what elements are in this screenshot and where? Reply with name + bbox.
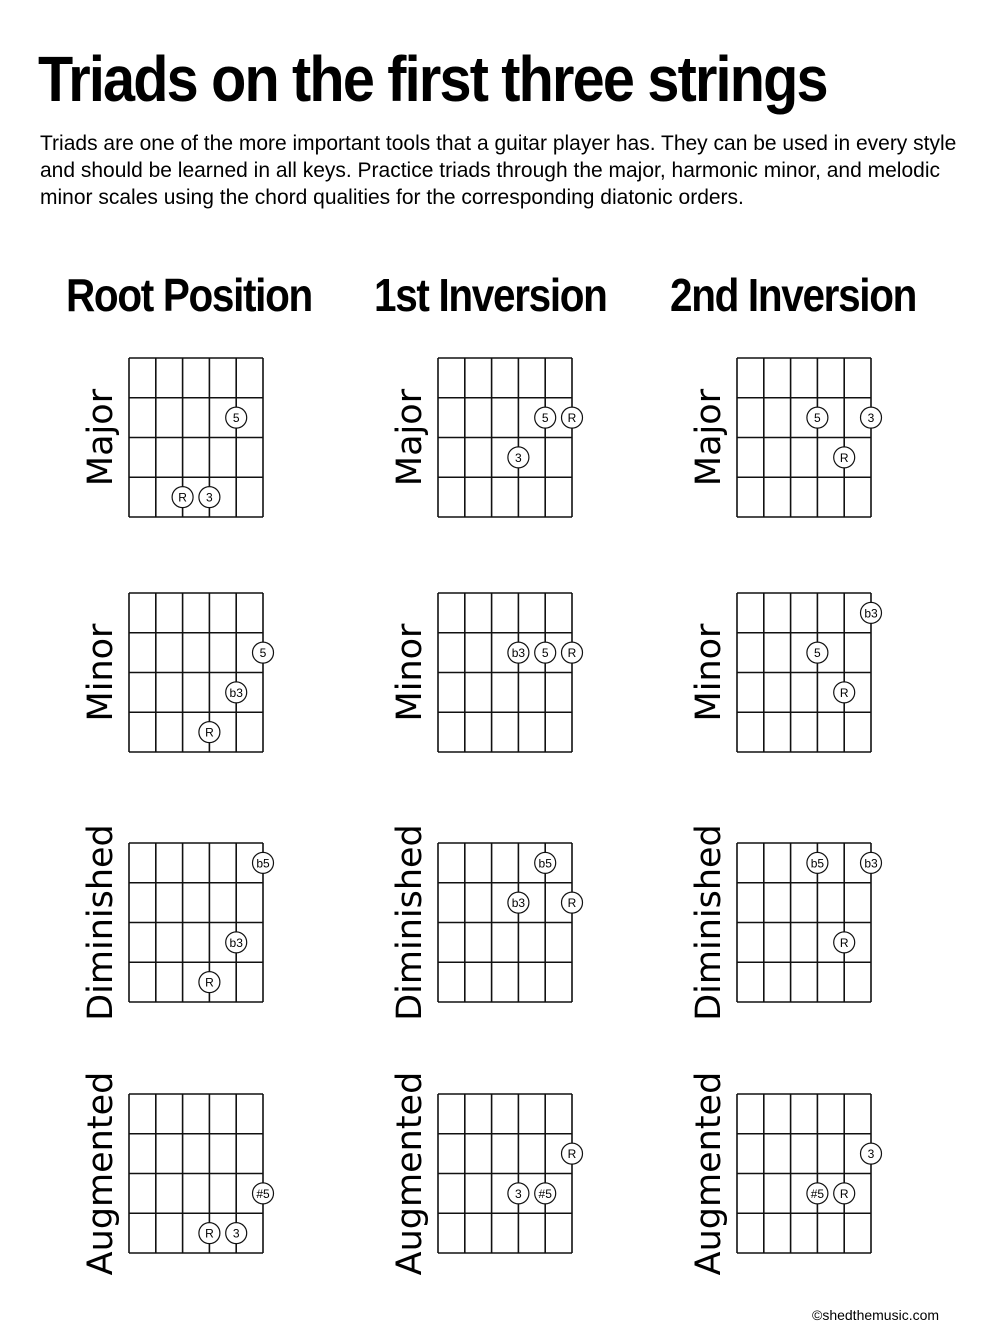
finger-dot-label: b3 — [864, 856, 878, 871]
chord-quality-label: Major — [390, 388, 430, 487]
finger-dot-label: 5 — [259, 646, 267, 661]
chord-quality-label: Augmented — [81, 1071, 121, 1276]
chord-quality-label: Augmented — [689, 1071, 729, 1276]
finger-dot-label: R — [178, 490, 187, 505]
chord-quality-label: Major — [81, 388, 121, 487]
finger-dot-label: R — [567, 896, 577, 911]
finger-dot-label: b5 — [256, 856, 270, 871]
finger-dot-label: b3 — [229, 685, 243, 700]
finger-dot-label: R — [839, 1186, 849, 1201]
chord-diagram-augmented-1st-inversion — [390, 1072, 583, 1276]
column-header-2nd-inversion: 2nd Inversion — [670, 269, 917, 321]
finger-dot-label: R — [205, 975, 214, 990]
finger-dot-label: R — [839, 450, 849, 465]
chord-diagram-minor-1st-inversion — [390, 593, 583, 752]
finger-dot-label: 3 — [867, 1147, 875, 1162]
chord-quality-label: Minor — [689, 623, 729, 722]
finger-dot-label: b5 — [810, 856, 825, 871]
finger-dot-label: 3 — [515, 450, 522, 465]
finger-dot-label: R — [567, 1147, 577, 1162]
finger-dot-label: #5 — [256, 1186, 270, 1201]
finger-dot-label: 3 — [206, 490, 213, 505]
chord-diagram-augmented-root-position — [81, 1072, 274, 1276]
chord-diagram-diminished-2nd-inversion — [689, 824, 882, 1021]
finger-dot-label: b3 — [864, 606, 878, 621]
page-title: Triads on the first three strings — [38, 43, 827, 115]
finger-dot-label: 3 — [515, 1186, 522, 1201]
chord-diagram-major-root-position — [81, 358, 263, 517]
chord-diagram-diminished-root-position — [81, 824, 274, 1021]
finger-dot-label: b5 — [538, 856, 552, 871]
chord-quality-label: Diminished — [81, 824, 121, 1021]
chord-diagram-augmented-2nd-inversion — [689, 1072, 882, 1276]
finger-dot-label: R — [567, 411, 577, 426]
finger-dot-label: 3 — [232, 1226, 240, 1241]
finger-dot-label: 3 — [867, 411, 875, 426]
intro-paragraph: Triads are one of the more important tools that a guitar player has. They can be used in every style and should be learned in all keys. Practice triads through the major, harmonic minor, and melodic minor scales using the chord qualities for the corresponding diatonic orders. — [40, 132, 957, 209]
finger-dot-label: b3 — [511, 646, 526, 661]
chord-diagram-minor-2nd-inversion — [689, 593, 882, 752]
chord-diagram-minor-root-position — [81, 593, 274, 752]
copyright-footer: ©shedthemusic.com — [812, 1307, 940, 1323]
finger-dot-label: R — [567, 646, 577, 661]
finger-dot-label: #5 — [810, 1186, 825, 1201]
finger-dot-label: R — [839, 935, 849, 950]
chord-diagram-major-2nd-inversion — [689, 358, 882, 517]
column-header-root-position: Root Position — [66, 269, 312, 321]
finger-dot-label: R — [205, 725, 214, 740]
finger-dot-label: R — [205, 1226, 214, 1241]
column-header-1st-inversion: 1st Inversion — [374, 269, 607, 321]
chord-quality-label: Diminished — [689, 824, 729, 1021]
chord-quality-label: Minor — [390, 623, 430, 722]
chord-diagram-diminished-1st-inversion — [390, 824, 583, 1021]
chord-quality-label: Minor — [81, 623, 121, 722]
finger-dot-label: 5 — [541, 646, 549, 661]
chord-quality-label: Augmented — [390, 1071, 430, 1276]
finger-dot-label: 5 — [814, 411, 821, 426]
finger-dot-label: #5 — [538, 1186, 552, 1201]
chord-diagram-major-1st-inversion — [390, 358, 583, 517]
finger-dot-label: b3 — [229, 935, 243, 950]
finger-dot-label: R — [839, 685, 849, 700]
finger-dot-label: b3 — [511, 896, 526, 911]
chord-quality-label: Major — [689, 388, 729, 487]
chord-quality-label: Diminished — [390, 824, 430, 1021]
finger-dot-label: 5 — [541, 411, 549, 426]
finger-dot-label: 5 — [232, 411, 240, 426]
finger-dot-label: 5 — [814, 646, 821, 661]
